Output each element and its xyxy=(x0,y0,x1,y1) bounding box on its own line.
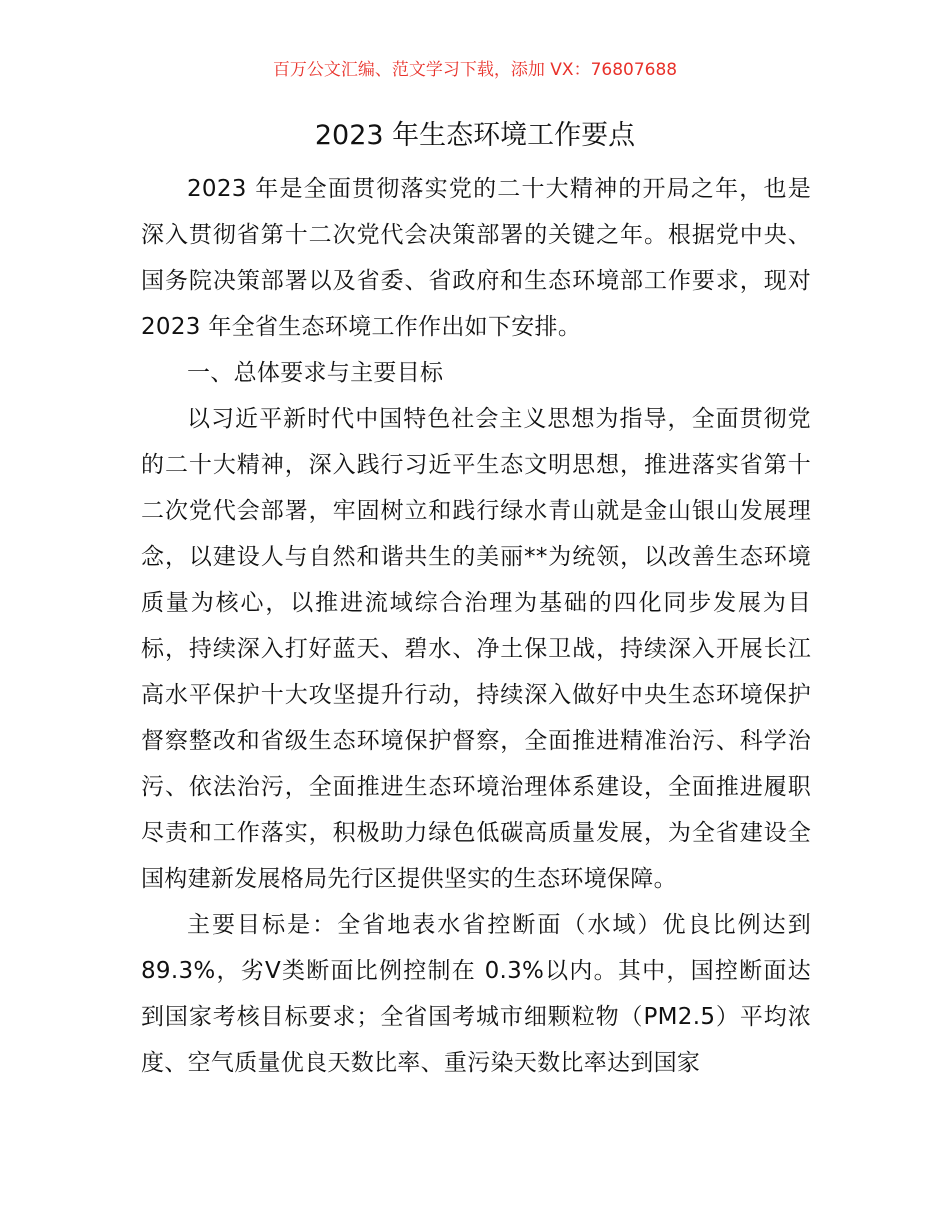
paragraph-intro: 2023 年是全面贯彻落实党的二十大精神的开局之年，也是深入贯彻省第十二次党代会决策部署的关键之年。根据党中央、国务院决策部署以及省委、省政府和生态环境部工作要求，现对 2023 年全省生态环境工作作出如下安排。 xyxy=(141,176,811,340)
paragraph-general-requirements: 以习近平新时代中国特色社会主义思想为指导，全面贯彻党的二十大精神，深入践行习近平生态文明思想，推进落实省第十二次党代会部署，牢固树立和践行绿水青山就是金山银山发展理念，以建设人与自然和谐共生的美丽**为统领，以改善生态环境质量为核心，以推进流域综合治理为基础的四化同步发展为目标，持续深入打好蓝天、碧水、净土保卫战，持续深入开展长江高水平保护十大攻坚提升行动，持续深入做好中央生态环境保护督察整改和省级生态环境保护督察，全面推进精准治污、科学治污、依法治污，全面推进生态环境治理体系建设，全面推进履职尽责和工作落实，积极助力绿色低碳高质量发展，为全省建设全国构建新发展格局先行区提供坚实的生态环境保障。 xyxy=(141,406,811,892)
document-title: 2023 年生态环境工作要点 xyxy=(314,120,636,151)
watermark-header: 百万公文汇编、范文学习下载，添加 VX：76807688 xyxy=(272,60,678,80)
document-body xyxy=(141,166,811,1086)
section-heading-1: 一、总体要求与主要目标 xyxy=(187,360,444,386)
paragraph-main-targets: 主要目标是：全省地表水省控断面（水域）优良比例达到 89.3%，劣V类断面比例控制在 0.3%以内。其中，国控断面达到国家考核目标要求；全省国考城市细颗粒物（PM2.5）平均浓度、空气质量优良天数比率、重污染天数比率达到国家 xyxy=(141,912,811,1076)
